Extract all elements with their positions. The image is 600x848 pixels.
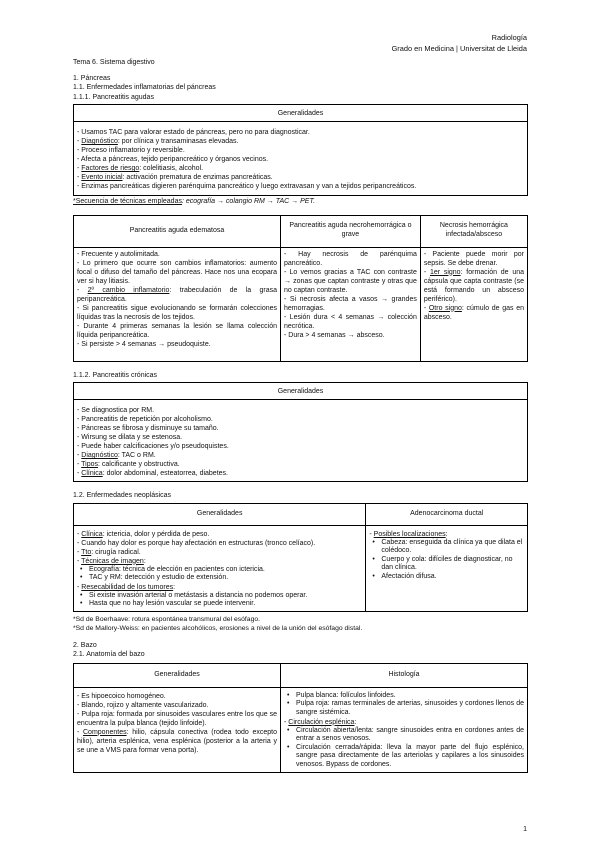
text-run: : calcificante y obstructiva.: [98, 461, 180, 468]
text-run: : colelitiasis, alcohol.: [139, 165, 204, 172]
box-body: [74, 122, 527, 195]
subsubsection-heading: 1.1.1. Pancreatitis agudas: [73, 93, 154, 101]
text-run: : hilio, cápsula conectiva (rodea todo excepto hilio), arteria esplénica, vena esplénica (posterior a la arteria y se une a VMS para formar vena porta).: [77, 728, 278, 754]
bullet-item: • Circulación cerrada/rápida: lleva la mayor parte del flujo esplénico, sangre pasa directamente de las arteriolas y capilares a los sinusoides venosos. Bypass de cordones.: [284, 744, 524, 770]
header-subject: Radiología: [491, 33, 527, 42]
spleen-table: [73, 663, 528, 773]
text-run: -: [77, 530, 82, 538]
bullet-list: [284, 692, 524, 718]
text-line: [77, 442, 524, 451]
text-line: [77, 710, 277, 728]
technique-footnote: [73, 197, 528, 207]
text-run: -: [369, 530, 374, 538]
text-line: [77, 415, 524, 424]
text-run: : dolor abdominal, esteatorrea, diabetes.: [102, 470, 228, 477]
text-run: - Paciente puede morir por sepsis. Se debe drenar.: [423, 250, 524, 267]
text-run: - Si pancreatitis sigue evolucionando se formarán colecciones líquidas tras la necrosis de los tejidos.: [77, 304, 278, 321]
text-line: [77, 259, 277, 286]
text-run: : ictericia, dolor y pérdida de peso.: [102, 530, 210, 538]
text-line: [369, 530, 524, 539]
table-cell: [74, 525, 366, 611]
table-cell: [281, 247, 421, 361]
text-line: [77, 322, 277, 340]
text-line: [77, 692, 277, 701]
text-run: - Blando, rojizo y altamente vascularizado.: [77, 701, 209, 709]
text-line: [77, 701, 277, 710]
text-run: -: [77, 452, 82, 459]
generalidades-box-acute: [73, 104, 528, 196]
underlined-term: Factores de riesgo: [81, 165, 140, 172]
table-header-cell: Pancreatitis aguda necrohemorrágica o grave: [281, 215, 421, 247]
bullet-list: [77, 592, 362, 609]
text-line: [77, 583, 362, 592]
table-header-cell: Adenocarcinoma ductal: [366, 503, 528, 525]
underlined-term: Técnicas de imagen: [81, 557, 144, 565]
text-run: - Lesión dura < 4 semanas → colección necrótica.: [284, 313, 417, 330]
text-run: -: [77, 548, 82, 556]
table-row: [74, 525, 528, 611]
table-header-row: [74, 663, 528, 687]
underlined-term: Tipos: [81, 461, 99, 468]
text-run: - Lo primero que ocurre son cambios inflamatorios: aumento focal o difuso del tamaño del páncreas. Hace nos una ecopara ver si hay litiasis.: [77, 259, 278, 285]
text-run: -: [77, 728, 83, 736]
text-line: [77, 128, 524, 137]
text-run: - Cuando hay dolor es porque hay afectación en estructuras (tronco celíaco).: [77, 539, 316, 547]
underlined-term: 2º cambio inflamatorio: [87, 286, 170, 294]
subsection-heading: 2.1. Anatomía del bazo: [73, 651, 145, 659]
text-run: -: [77, 470, 82, 477]
underlined-term: Clínica: [81, 470, 103, 477]
text-line: [77, 137, 524, 146]
box-title: Generalidades: [74, 105, 527, 122]
underlined-term: Posibles localizaciones: [373, 530, 446, 538]
table-row: [74, 247, 528, 361]
text-run: : TAC o RM.: [117, 452, 156, 459]
table-header-cell: Pancreatitis aguda edematosa: [74, 215, 281, 247]
text-run: - Si necrosis afecta a vasos → grandes hemorragias.: [284, 295, 417, 312]
text-run: -: [77, 461, 82, 468]
text-line: [77, 424, 524, 433]
text-line: [77, 451, 524, 460]
text-line: [77, 155, 524, 164]
running-header: [392, 32, 527, 54]
text-run: -: [77, 286, 88, 294]
text-line: [424, 304, 524, 322]
text-line: [77, 173, 524, 182]
table-cell: [74, 247, 281, 361]
text-line: [77, 182, 524, 191]
text-run: - Dura > 4 semanas → absceso.: [284, 331, 385, 339]
text-line: [284, 295, 417, 313]
text-run: : cirugía radical.: [91, 548, 141, 556]
bullet-item: • Pulpa roja: ramas terminales de arterias, sinusoides y cordones llenos de sangre sistémica.: [284, 700, 524, 717]
text-run: : cúmulo de gas en absceso.: [423, 304, 524, 321]
bullet-item: • Pulpa blanca: folículos linfoides.: [284, 692, 524, 701]
text-line: [284, 331, 417, 340]
table-cell: [420, 247, 527, 361]
underlined-term: Clínica: [81, 530, 103, 538]
generalidades-box-chronic: [73, 382, 528, 482]
note-line: *Sd de Boerhaave: rotura espontánea transmural del esófago.: [73, 615, 261, 623]
underlined-term: Diagnóstico: [81, 138, 118, 145]
note-line: *Sd de Mallory-Weiss: en pacientes alcohólicos, erosiones a nivel de la unión del esófago distal.: [73, 624, 363, 632]
text-run: : formación de una cápsula que capta contraste (se está formando un absceso periférico).: [423, 268, 525, 303]
bullet-item: • Hasta que no hay lesión vascular se puede intervenir.: [77, 600, 362, 609]
subsection-heading: 1.2. Enfermedades neoplásicas: [73, 492, 172, 499]
text-run: :: [173, 583, 176, 591]
text-run: - Páncreas se fibrosa y disminuye su tamaño.: [77, 425, 219, 432]
text-run: -: [77, 174, 82, 181]
text-run: :: [354, 718, 357, 726]
text-line: [424, 268, 524, 304]
text-line: [77, 340, 277, 349]
text-run: - Wirsung se dilata y se estenosa.: [77, 434, 183, 441]
table-header-row: [74, 503, 528, 525]
underlined-term: Diagnóstico: [81, 452, 118, 459]
table-header-cell: Necrosis hemorrágica infectada/absceso: [420, 215, 527, 247]
text-line: [77, 164, 524, 173]
text-run: -: [77, 557, 82, 565]
text-run: : trabeculación de la grasa peripancreática.: [77, 286, 278, 303]
text-line: [284, 718, 524, 727]
text-run: - Afecta a páncreas, tejido peripancreático y órganos vecinos.: [77, 156, 269, 163]
text-line: [77, 548, 362, 557]
text-run: - Pulpa roja: formada por sinusoides vasculares entre los que se encuentra la pulpa blanca (tejido linfoide).: [77, 710, 278, 727]
text-run: : por clínica y transaminasas elevadas.: [117, 138, 239, 145]
section-heading: 2. Bazo: [73, 641, 97, 649]
bullet-item: • Circulación abierta/lenta: sangre sinusoides entra en cordones antes de entrar a senos venosos.: [284, 727, 524, 744]
text-run: - Pancreatitis de repetición por alcoholismo.: [77, 416, 213, 423]
table-cell: [366, 525, 528, 611]
text-run: - Es hipoecoico homogéneo.: [77, 692, 166, 700]
table-row: [74, 687, 528, 772]
text-line: [77, 728, 277, 755]
subsubsection-heading: 1.1.2. Pancreatitis crónicas: [73, 371, 158, 379]
table-header-cell: Generalidades: [74, 503, 366, 525]
page-number: 1: [523, 826, 527, 833]
table-header-row: [74, 215, 528, 247]
text-line: [284, 313, 417, 331]
text-line: [77, 557, 362, 566]
bullet-item: • TAC y RM: detección y estudio de extensión.: [77, 574, 362, 583]
text-line: [77, 460, 524, 469]
underlined-term: Circulación esplénica: [288, 718, 355, 726]
text-line: [77, 406, 524, 415]
header-degree: Grado en Medicina | Universitat de Lleida: [391, 44, 527, 54]
text-line: [424, 250, 524, 268]
box-body: [74, 400, 527, 481]
footnote-label: *Secuencia de técnicas empleadas: [73, 198, 182, 205]
text-line: [77, 286, 277, 304]
text-line: [284, 268, 417, 295]
acute-pancreatitis-table: [73, 215, 528, 362]
box-title: Generalidades: [74, 383, 527, 400]
topic-title: Tema 6. Sistema digestivo: [73, 59, 155, 66]
bullet-item: • Cabeza: enseguida da clínica ya que dilata el colédoco.: [369, 539, 524, 556]
underlined-term: Resecabilidad de los tumores: [81, 583, 174, 591]
bullet-list: [284, 727, 524, 770]
text-run: :: [445, 530, 448, 538]
text-run: - Hay necrosis de parénquima pancreático.: [284, 250, 417, 267]
text-run: - Puede haber calcificaciones y/o pseudoquistes.: [77, 443, 229, 450]
text-run: : activación prematura de enzimas pancreáticas.: [122, 174, 273, 181]
underlined-term: Evento inicial: [81, 174, 123, 181]
text-run: -: [77, 165, 82, 172]
text-run: - Frecuente y autolimitada.: [77, 250, 160, 258]
bullet-list: [77, 566, 362, 583]
text-line: [77, 539, 362, 548]
table-cell: [281, 687, 528, 772]
text-run: - Si persiste > 4 semanas → pseudoquiste.: [77, 340, 211, 348]
bullet-item: • Ecografía: técnica de elección en pacientes con ictericia.: [77, 566, 362, 575]
text-run: - Proceso inflamatorio y reversible.: [77, 147, 185, 154]
text-run: -: [423, 304, 429, 312]
neoplastic-table: [73, 503, 528, 612]
table-header-cell: Histología: [281, 663, 528, 687]
text-run: - Durante 4 primeras semanas la lesión se llama colección líquida peripancreática.: [77, 322, 278, 339]
bullet-item: • Si existe invasión arterial o metástasis a distancia no podemos operar.: [77, 592, 362, 601]
text-run: - Lo vemos gracias a TAC con contraste → zonas que captan contraste y otras que no captan contraste.: [284, 268, 417, 294]
text-line: [284, 250, 417, 268]
bullet-item: • Afectación difusa.: [369, 573, 524, 582]
bullet-list: [369, 539, 524, 582]
text-run: -: [284, 718, 289, 726]
subsection-heading: 1.1. Enfermedades inflamatorias del páncreas: [73, 84, 216, 91]
text-line: [77, 530, 362, 539]
section-heading: 1. Páncreas: [73, 74, 111, 82]
document-body: [73, 58, 528, 773]
underlined-term: Tto: [81, 548, 92, 556]
text-line: [77, 146, 524, 155]
text-run: - Enzimas pancreáticas digieren parénquima pancreático y luego extravasan y van a tejidos peripancreáticos.: [77, 183, 417, 190]
text-run: -: [77, 138, 82, 145]
text-run: - Se diagnostica por RM.: [77, 407, 155, 414]
text-line: [77, 250, 277, 259]
text-run: -: [77, 583, 82, 591]
text-line: [77, 433, 524, 442]
text-run: :: [143, 557, 146, 565]
text-run: -: [423, 268, 430, 276]
underlined-term: Otro signo: [428, 304, 462, 312]
bullet-item: • Cuerpo y cola: difíciles de diagnosticar, no dan clínica.: [369, 556, 524, 573]
text-run: - Usamos TAC para valorar estado de páncreas, pero no para diagnosticar.: [77, 129, 310, 136]
footnote-text: : ecografía → colangio RM → TAC → PET.: [181, 198, 316, 205]
table-cell: [74, 687, 281, 772]
text-line: [77, 469, 524, 478]
underlined-term: 1er signo: [429, 268, 461, 276]
underlined-term: Componentes: [83, 728, 127, 736]
text-line: [77, 304, 277, 322]
table-header-cell: Generalidades: [74, 663, 281, 687]
syndrome-notes: [73, 615, 528, 633]
